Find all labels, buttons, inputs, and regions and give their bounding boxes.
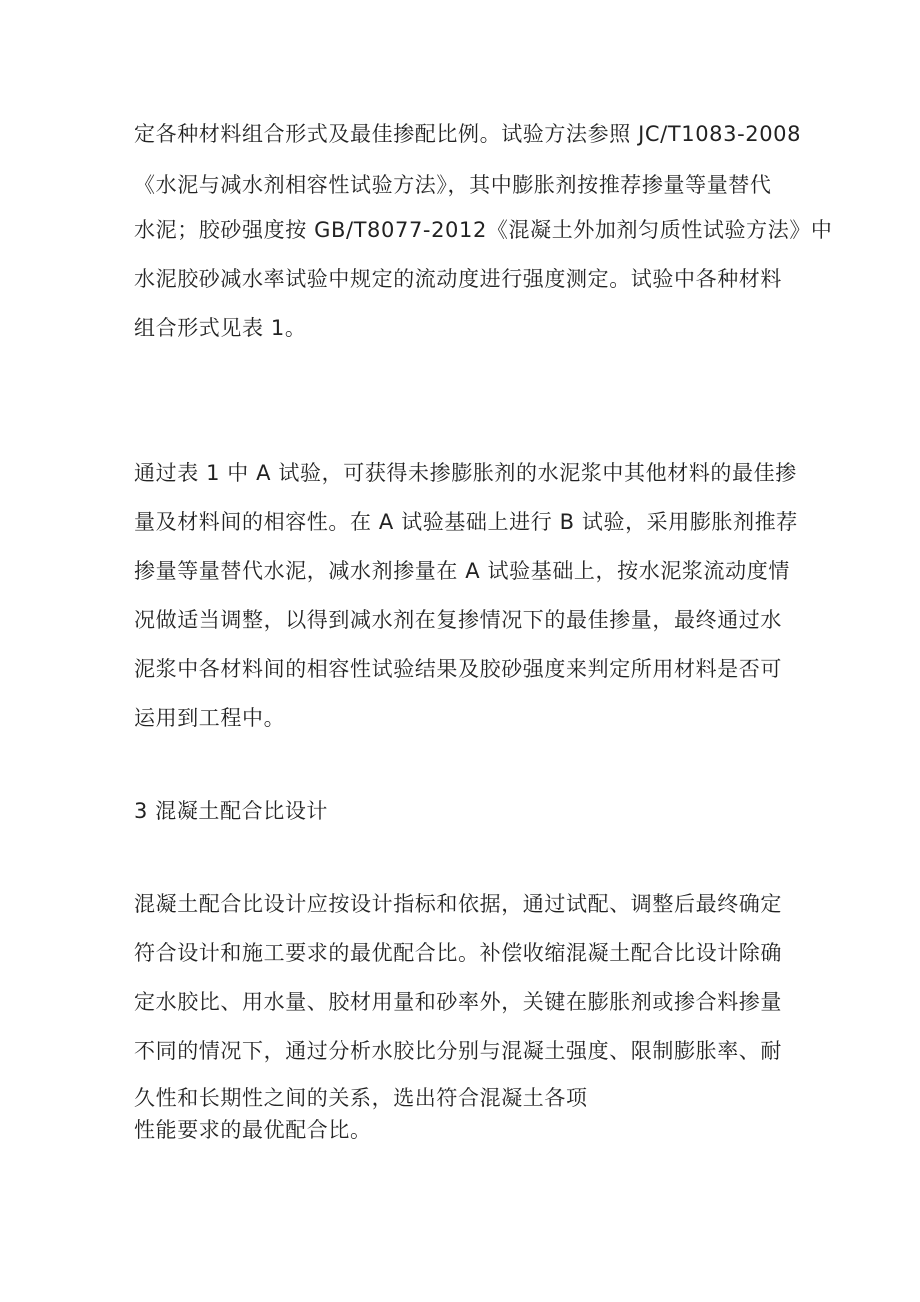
text-line: 符合设计和施工要求的最优配合比。补偿收缩混凝土配合比设计除确 xyxy=(134,941,782,965)
text-line: 不同的情况下，通过分析水胶比分别与混凝土强度、限制膨胀率、耐 xyxy=(134,1039,782,1063)
text-line: 组合形式见表 1。 xyxy=(134,316,307,340)
text-line: 泥浆中各材料间的相容性试验结果及胶砂强度来判定所用材料是否可 xyxy=(134,657,782,681)
text-line: 性能要求的最优配合比。 xyxy=(134,1118,372,1142)
text-line: 况做适当调整，以得到减水剂在复掺情况下的最佳掺量，最终通过水 xyxy=(134,608,782,632)
text-line: 混凝土配合比设计应按设计指标和依据，通过试配、调整后最终确定 xyxy=(134,892,782,916)
text-line: 掺量等量替代水泥，减水剂掺量在 A 试验基础上，按水泥浆流动度情 xyxy=(134,559,790,583)
text-line: 水泥胶砂减水率试验中规定的流动度进行强度测定。试验中各种材料 xyxy=(134,267,782,291)
text-line: 定水胶比、用水量、胶材用量和砂率外，关键在膨胀剂或掺合料掺量 xyxy=(134,990,782,1014)
text-line: 通过表 1 中 A 试验，可获得未掺膨胀剂的水泥浆中其他材料的最佳掺 xyxy=(134,461,797,485)
section-heading: 3 混凝土配合比设计 xyxy=(134,799,329,823)
text-line: 量及材料间的相容性。在 A 试验基础上进行 B 试验，采用膨胀剂推荐 xyxy=(134,510,798,534)
text-line: 水泥；胶砂强度按 GB/T8077-2012《混凝土外加剂匀质性试验方法》中 xyxy=(134,218,833,242)
text-line: 定各种材料组合形式及最佳掺配比例。试验方法参照 JC/T1083-2008 xyxy=(134,122,802,146)
text-line: 《水泥与减水剂相容性试验方法》，其中膨胀剂按推荐掺量等量替代 xyxy=(134,173,772,197)
text-line: 运用到工程中。 xyxy=(134,706,286,730)
text-line: 久性和长期性之间的关系，选出符合混凝土各项 xyxy=(134,1086,588,1110)
